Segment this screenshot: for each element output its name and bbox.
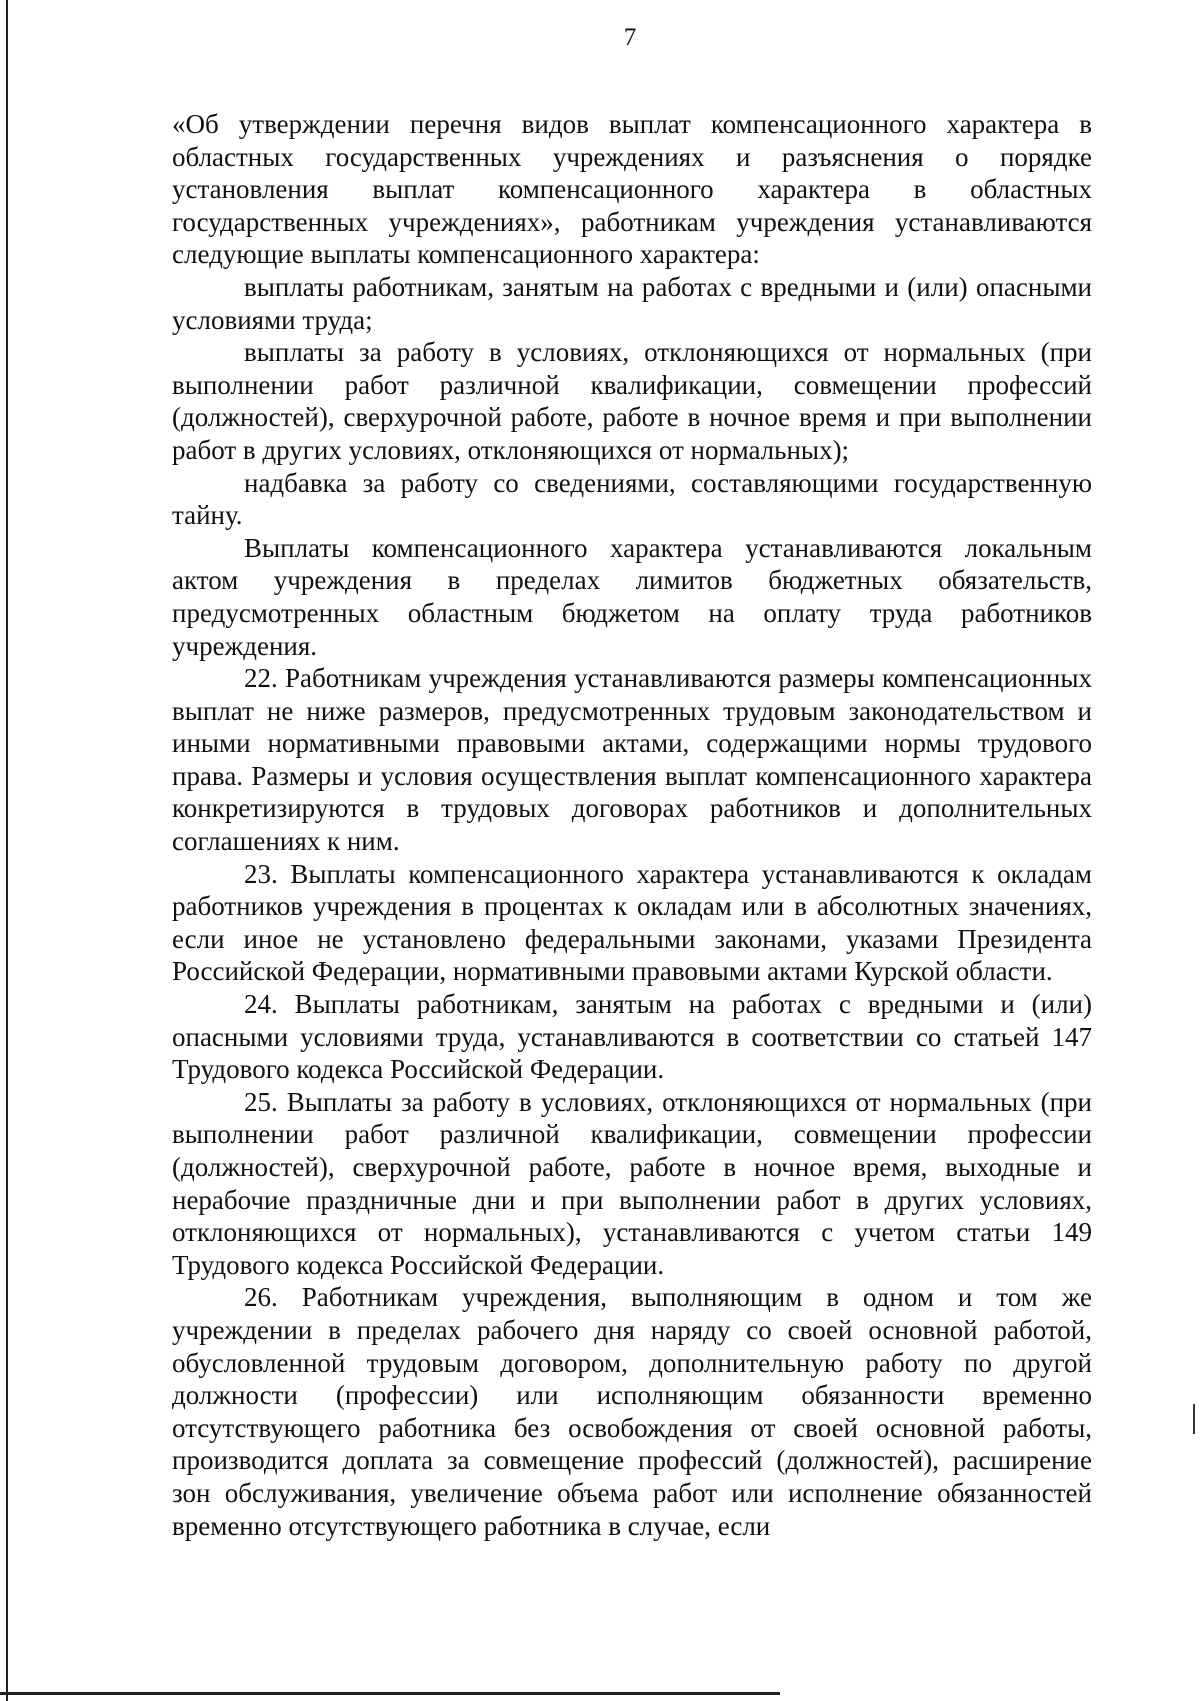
paragraph-26: 26. Работникам учреждения, выполняющим в одном и том же учреждении в пределах рабочего дня наряду со своей основной работой, обусловленной трудовым договором, дополнительную работу по другой должности (профессии) или исполняющим обязанности временно отсутствующего работника без освобождения от своей основной работы, производится доплата за совмещение профессий (должностей), расширение зон обслуживания, увеличение объема работ или исполнение обязанностей временно отсутствующего работника в случае, если (172, 1282, 1092, 1541)
paragraph-23: 23. Выплаты компенсационного характера устанавливаются к окладам работников учреждения в процентах к окладам или в абсолютных значениях, если иное не установлено федеральными законами, указами Президента Российской Федерации, нормативными правовыми актами Курской области. (172, 858, 1092, 987)
paragraph-22: 22. Работникам учреждения устанавливаются размеры компенсационных выплат не ниже размеров, предусмотренных трудовым законодательством и иными нормативными правовыми актами, содержащими нормы трудового права. Размеры и условия осуществления выплат компенсационного характера конкретизируются в трудовых договорах работников и дополнительных соглашениях к ним. (172, 663, 1092, 857)
scan-left-border (6, 0, 8, 1701)
paragraph-state-secret: надбавка за работу со сведениями, составляющими государственную тайну. (172, 467, 1092, 531)
paragraph-harmful-conditions: выплаты работникам, занятым на работах с вредными и (или) опасными условиями труда; (172, 271, 1092, 335)
paragraph-24: 24. Выплаты работникам, занятым на работах с вредными и (или) опасными условиями труда, устанавливаются в соответствии со статьей 147 Трудового кодекса Российской Федерации. (172, 989, 1092, 1085)
page-number: 7 (623, 24, 637, 51)
paragraph-25: 25. Выплаты за работу в условиях, отклоняющихся от нормальных (при выполнении работ различной квалификации, совмещении профессии (должностей), сверхурочной работе, работе в ночное время, выходные и нерабочие праздничные дни и при выполнении работ в других условиях, отклоняющихся от нормальных), устанавливаются с учетом статьи 149 Трудового кодекса Российской Федерации. (172, 1086, 1092, 1280)
scan-right-mark (1193, 1404, 1195, 1434)
document-body (172, 108, 1092, 1542)
paragraph-local-act: Выплаты компенсационного характера устанавливаются локальным актом учреждения в пределах лимитов бюджетных обязательств, предусмотренных областным бюджетом на оплату труда работников учреждения. (172, 532, 1092, 661)
paragraph-intro: «Об утверждении перечня видов выплат компенсационного характера в областных государственных учреждениях и разъяснения о порядке установления выплат компенсационного характера в областных государственных учреждениях», работникам учреждения устанавливаются следующие выплаты компенсационного характера: (172, 109, 1092, 270)
paragraph-abnormal-conditions: выплаты за работу в условиях, отклоняющихся от нормальных (при выполнении работ различной квалификации, совмещении профессий (должностей), сверхурочной работе, работе в ночное время и при выполнении работ в других условиях, отклоняющихся от нормальных); (172, 337, 1092, 465)
scan-bottom-border (0, 1692, 780, 1695)
